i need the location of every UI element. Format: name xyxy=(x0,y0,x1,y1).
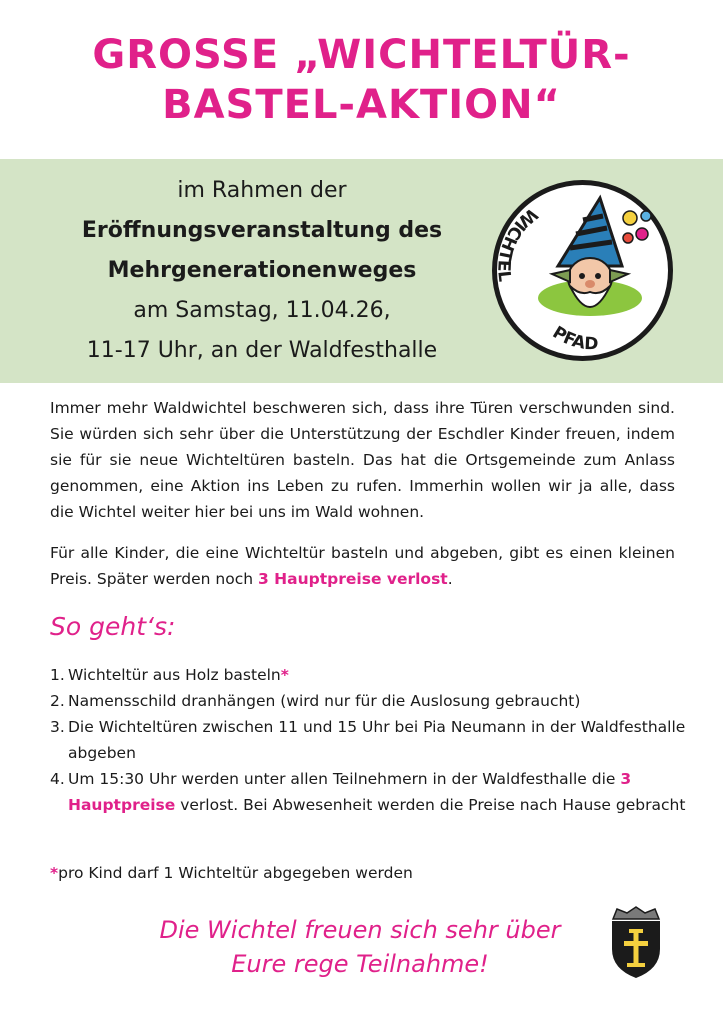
event-line-2: Eröffnungsveranstaltung des xyxy=(81,218,443,243)
intro-paragraph: Immer mehr Waldwichtel beschweren sich, dass ihre Türen verschwunden sind. Sie würden sich sehr über die Unterstützung der Eschdler Kinder freuen, indem sie für sie neue Wichteltüren basteln. Das hat die Ortsgemeinde zum Anlass genommen, eine Aktion ins Leben zu rufen. Immerhin wollen wir ja alle, dass die Wichtel weiter hier bei uns im Wald wohnen. xyxy=(50,399,675,521)
closing-line-2: Eure rege Teilnahme! xyxy=(231,950,489,978)
event-line-3: Mehrgenerationenweges xyxy=(107,258,417,283)
list-item xyxy=(50,766,690,818)
step-mark: * xyxy=(280,666,289,684)
footnote xyxy=(50,860,413,886)
step-text: Um 15:30 Uhr werden unter allen Teilnehmern in der Waldfesthalle die xyxy=(68,770,621,788)
svg-text:WICHTEL: WICHTEL xyxy=(493,203,542,283)
wichtelpfad-logo xyxy=(490,178,675,363)
step-text: Wichteltür aus Holz basteln xyxy=(68,666,281,684)
step-number: 1. xyxy=(50,666,65,684)
svg-text:PFAD: PFAD xyxy=(548,322,599,355)
title-line-1: GROSSE „WICHTELTÜR- xyxy=(92,32,631,78)
step-text: Die Wichteltüren zwischen 11 und 15 Uhr bei Pia Neumann in der Waldfesthalle abgeben xyxy=(68,718,686,762)
prize-paragraph xyxy=(50,540,675,592)
list-item xyxy=(50,688,690,714)
step-number: 4. xyxy=(50,770,65,788)
list-item xyxy=(50,714,690,766)
step-text: Namensschild dranhängen (wird nur für die Auslosung gebraucht) xyxy=(68,692,581,710)
prize-end: . xyxy=(447,570,453,588)
step-number: 2. xyxy=(50,692,65,710)
prize-text: Für alle Kinder, die eine Wichteltür basteln und abgeben, gibt es einen kleinen Preis. Später werden noch xyxy=(50,544,675,588)
closing-line-1: Die Wichtel freuen sich sehr über xyxy=(159,916,561,944)
page-title xyxy=(0,30,723,130)
list-item xyxy=(50,662,690,688)
step-text-after: verlost. Bei Abwesenheit werden die Preise nach Hause gebracht xyxy=(175,796,686,814)
event-time-place: 11-17 Uhr, an der Waldfesthalle xyxy=(86,338,438,363)
step-highlight: 3 Hauptpreise xyxy=(68,770,632,814)
coat-of-arms-icon xyxy=(607,905,665,980)
how-heading: So geht‘s: xyxy=(50,612,176,641)
event-line-1: im Rahmen der xyxy=(177,178,347,203)
event-date: am Samstag, 11.04.26, xyxy=(133,298,391,323)
prize-highlight: 3 Hauptpreise verlost xyxy=(258,570,448,588)
steps-list xyxy=(50,662,690,818)
title-line-2: BASTEL-AKTION“ xyxy=(162,82,561,128)
closing-message xyxy=(120,913,600,981)
footnote-mark: * xyxy=(50,864,59,882)
footnote-text: pro Kind darf 1 Wichteltür abgegeben werden xyxy=(58,864,413,882)
step-number: 3. xyxy=(50,718,65,736)
event-info xyxy=(12,171,512,371)
